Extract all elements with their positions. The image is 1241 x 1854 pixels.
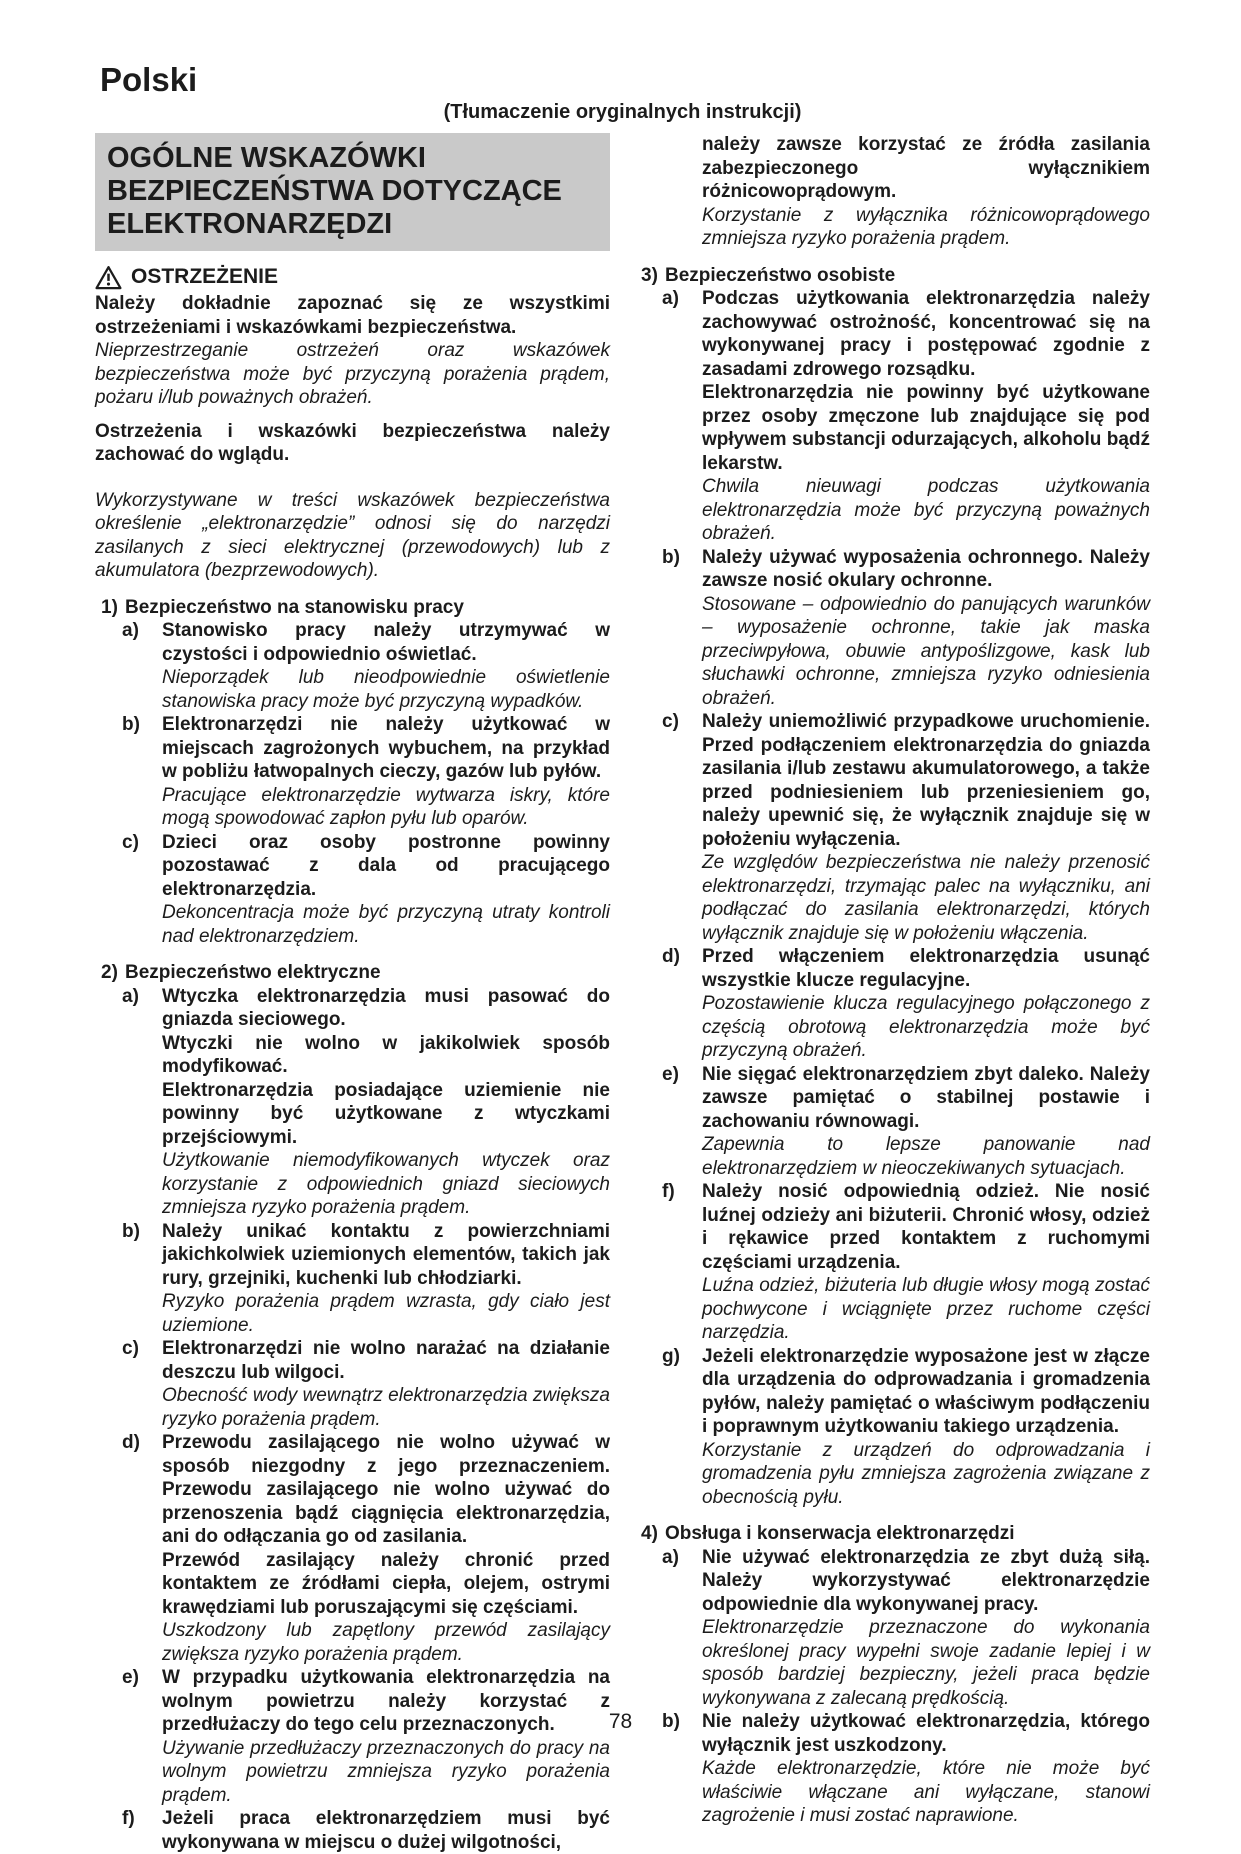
- explanation-paragraph: Użytkowanie niemodyfikowanych wtyczek oraz korzystanie z odpowiednich gniazd sieciowych zmniejsza ryzyko porażenia prądem.: [162, 1150, 610, 1218]
- explanation-paragraph: Chwila nieuwagi podczas użytkowania elektronarzędzia może być przyczyną poważnych obrażeń.: [702, 476, 1150, 544]
- section-title-line: OGÓLNE WSKAZÓWKI: [107, 142, 426, 174]
- two-column-body: [95, 133, 1150, 1854]
- section-title: Bezpieczeństwo na stanowisku pracy: [125, 596, 464, 618]
- item-letter: c): [122, 831, 139, 853]
- item-letter: b): [662, 1711, 680, 1732]
- list-item: [95, 713, 610, 831]
- right-column: [635, 133, 1150, 1854]
- list-item: [635, 1180, 1150, 1345]
- item-letter: [662, 133, 702, 251]
- section-heading: [635, 264, 1150, 288]
- list-item: [635, 1546, 1150, 1711]
- explanation-paragraph: Używanie przedłużaczy przeznaczonych do pracy na wolnym powietrzu zmniejsza ryzyko porażenia prądem.: [162, 1737, 610, 1806]
- item-text: [162, 713, 610, 831]
- item-letter: a): [662, 288, 679, 309]
- page-number: 78: [608, 1710, 633, 1733]
- item-text: [162, 1807, 610, 1854]
- list-item: [95, 1807, 610, 1854]
- item-letter: f): [662, 1181, 675, 1202]
- translation-note: (Tłumaczenie oryginalnych instrukcji): [443, 101, 802, 123]
- item-letter: e): [122, 1667, 139, 1688]
- instruction-paragraph: Elektronarzędzi nie wolno narażać na działanie deszczu lub wilgoci.: [162, 1338, 610, 1383]
- item-text: [162, 1431, 610, 1666]
- explanation-paragraph: Elektronarzędzie przeznaczone do wykonania określonej pracy wypełni swoje zadanie lepiej i w sposób bardziej bezpieczny, jeżeli praca będzie wykonywana z zalecaną prędkością.: [702, 1617, 1150, 1709]
- list-item: [635, 1063, 1150, 1181]
- instruction-paragraph: Należy dokładnie zapoznać się ze wszystkimi ostrzeżeniami i wskazówkami bezpieczeństwa.: [95, 293, 610, 338]
- explanation-paragraph: Wykorzystywane w treści wskazówek bezpieczeństwa określenie „elektronarzędzie” odnosi się do narzędzi zasilanych z sieci elektrycznej (przewodowych) lub z akumulatora (bezprzewodowych).: [95, 489, 610, 581]
- item-letter: b): [662, 546, 680, 568]
- item-letter: c): [122, 1338, 139, 1359]
- item-letter: a): [122, 985, 139, 1007]
- item-text: [702, 1345, 1150, 1510]
- item-text: [162, 1666, 610, 1807]
- explanation-paragraph: Ze względów bezpieczeństwa nie należy przenosić elektronarzędzi, trzymając palec na wyłączniku, ani podłączać do zasilania elektronarzędzi, których wyłącznik znajduje się w położeniu włączenia.: [702, 852, 1150, 944]
- instruction-paragraph: Elektronarzędzia nie powinny być użytkowane przez osoby zmęczone lub znajdujące się pod wpływem substancji odurzających, alkoholu bądź lekarstw.: [702, 382, 1150, 474]
- section-title: Obsługa i konserwacja elektronarzędzi: [665, 1523, 1015, 1544]
- instruction-paragraph: należy zawsze korzystać ze źródła zasilania zabezpieczonego wyłącznikiem różnicowoprądowym.: [702, 134, 1150, 202]
- section-number: 3): [641, 264, 658, 286]
- list-item: [635, 1345, 1150, 1510]
- section-title-box: [95, 133, 610, 251]
- list-item: [635, 710, 1150, 945]
- section-title-line: BEZPIECZEŃSTWA DOTYCZĄCE: [107, 175, 562, 207]
- instruction-paragraph: Należy używać wyposażenia ochronnego. Należy zawsze nosić okulary ochronne.: [702, 546, 1150, 591]
- list-item: [95, 985, 610, 1220]
- item-text: [162, 619, 610, 713]
- section-title: Bezpieczeństwo elektryczne: [125, 962, 381, 983]
- list-item: [95, 619, 610, 713]
- item-text: [702, 1063, 1150, 1181]
- explanation-paragraph: Pozostawienie klucza regulacyjnego połączonego z częścią obrotową elektronarzędzia może być przyczyną obrażeń.: [702, 993, 1150, 1061]
- item-letter: a): [122, 620, 139, 641]
- warning-label: OSTRZEŻENIE: [131, 265, 279, 288]
- instruction-paragraph: Elektronarzędzia posiadające uziemienie nie powinny być użytkowane z wtyczkami przejściowymi.: [162, 1079, 610, 1148]
- item-letter: b): [122, 1220, 140, 1242]
- item-text: [702, 1180, 1150, 1345]
- section-number: 1): [101, 596, 118, 618]
- explanation-paragraph: Ryzyko porażenia prądem wzrasta, gdy ciało jest uziemione.: [162, 1291, 610, 1336]
- list-item-continuation: [635, 133, 1150, 251]
- explanation-paragraph: Pracujące elektronarzędzie wytwarza iskry, które mogą spowodować zapłon pyłu lub oparów.: [162, 784, 610, 829]
- item-text: [702, 710, 1150, 945]
- section-title: Bezpieczeństwo osobiste: [665, 264, 896, 286]
- instruction-paragraph: Nie należy użytkować elektronarzędzia, którego wyłącznik jest uszkodzony.: [702, 1711, 1150, 1756]
- item-text: [702, 1546, 1150, 1711]
- list-item: [95, 1666, 610, 1807]
- item-text: [162, 1337, 610, 1431]
- explanation-paragraph: Nieporządek lub nieodpowiednie oświetlenie stanowiska pracy może być przyczyną wypadków.: [162, 667, 610, 712]
- instruction-paragraph: Dzieci oraz osoby postronne powinny pozostawać z dala od pracującego elektronarzędzia.: [162, 831, 610, 900]
- left-column: [95, 133, 610, 1854]
- instruction-paragraph: Jeżeli elektronarzędzie wyposażone jest w złącze dla urządzenia do odprowadzania i gromadzenia pyłów, należy pamiętać o właściwym podłączeniu i poprawnym użytkowaniu takiego urządzenia.: [702, 1345, 1150, 1437]
- instruction-paragraph: Należy uniemożliwić przypadkowe uruchomienie. Przed podłączeniem elektronarzędzia do gniazda zasilania i/lub zestawu akumulatorowego, a także przed podniesieniem lub przeniesieniem go, należy upewnić się, że wyłącznik znajduje się w położeniu wyłączenia.: [702, 711, 1150, 850]
- item-letter: e): [662, 1063, 679, 1085]
- instruction-paragraph: Jeżeli praca elektronarzędziem musi być wykonywana w miejscu o dużej wilgotności,: [162, 1808, 610, 1853]
- item-letter: a): [662, 1546, 679, 1568]
- item-text: [162, 985, 610, 1220]
- item-letter: b): [122, 714, 140, 735]
- explanation-paragraph: Uszkodzony lub zapętlony przewód zasilający zwiększa ryzyko porażenia prądem.: [162, 1620, 610, 1665]
- list-item: [95, 1337, 610, 1431]
- instruction-paragraph: Należy unikać kontaktu z powierzchniami jakichkolwiek uziemionych elementów, takich jak rury, grzejniki, kuchenki lub chłodziarki.: [162, 1220, 610, 1289]
- warning-heading: [95, 264, 610, 290]
- item-text: [162, 831, 610, 949]
- list-item: [635, 287, 1150, 546]
- item-text: [702, 287, 1150, 546]
- list-item: [95, 1220, 610, 1338]
- item-letter: g): [662, 1345, 680, 1367]
- instruction-paragraph: Nie używać elektronarzędzia ze zbyt dużą siłą. Należy wykorzystywać elektronarzędzie odpowiednie dla wykonywanej pracy.: [702, 1546, 1150, 1615]
- section-number: 4): [641, 1523, 658, 1544]
- instruction-paragraph: Wtyczki nie wolno w jakikolwiek sposób modyfikować.: [162, 1032, 610, 1077]
- instruction-paragraph: Elektronarzędzi nie należy użytkować w miejscach zagrożonych wybuchem, na przykład w pobliżu łatwopalnych cieczy, gazów lub pyłów.: [162, 714, 610, 782]
- instruction-paragraph: Ostrzeżenia i wskazówki bezpieczeństwa należy zachować do wglądu.: [95, 420, 610, 465]
- section-heading: [95, 596, 610, 620]
- item-letter: d): [122, 1432, 140, 1453]
- instruction-paragraph: Przed włączeniem elektronarzędzia usunąć wszystkie klucze regulacyjne.: [702, 946, 1150, 991]
- item-text: [162, 1220, 610, 1338]
- list-item: [95, 831, 610, 949]
- item-letter: c): [662, 711, 679, 732]
- instruction-paragraph: W przypadku użytkowania elektronarzędzia na wolnym powietrzu należy korzystać z przedłużaczy do tego celu przeznaczonych.: [162, 1667, 610, 1735]
- list-item: [635, 945, 1150, 1063]
- explanation-paragraph: Każde elektronarzędzie, które nie może być właściwie włączane ani wyłączane, stanowi zagrożenie i musi zostać naprawione.: [702, 1758, 1150, 1826]
- section-number: 2): [101, 962, 118, 983]
- item-letter: d): [662, 946, 680, 967]
- item-text: [702, 133, 1150, 251]
- instruction-paragraph: Przewodu zasilającego nie wolno używać w sposób niezgodny z jego przeznaczeniem. Przewodu zasilającego nie wolno używać do przenoszenia bądź ciągnięcia elektronarzędzia, ani do odłączania go od zasilania.: [162, 1432, 610, 1547]
- list-item: [635, 546, 1150, 711]
- page-language-heading: Polski: [100, 61, 198, 98]
- explanation-paragraph: Obecność wody wewnątrz elektronarzędzia zwiększa ryzyko porażenia prądem.: [162, 1385, 610, 1430]
- instruction-paragraph: Stanowisko pracy należy utrzymywać w czystości i odpowiednio oświetlać.: [162, 620, 610, 665]
- explanation-paragraph: Luźna odzież, biżuteria lub długie włosy mogą zostać pochwycone i wciągnięte przez ruchome części narzędzia.: [702, 1275, 1150, 1343]
- explanation-paragraph: Dekoncentracja może być przyczyną utraty kontroli nad elektronarzędziem.: [162, 902, 610, 947]
- instruction-paragraph: Podczas użytkowania elektronarzędzia należy zachowywać ostrożność, koncentrować się na wykonywanej pracy i postępować zgodnie z zasadami zdrowego rozsądku.: [702, 288, 1150, 380]
- instruction-paragraph: Wtyczka elektronarzędzia musi pasować do gniazda sieciowego.: [162, 985, 610, 1030]
- section-heading: [635, 1522, 1150, 1546]
- explanation-paragraph: Korzystanie z wyłącznika różnicowoprądowego zmniejsza ryzyko porażenia prądem.: [702, 204, 1150, 249]
- instruction-paragraph: Nie sięgać elektronarzędziem zbyt daleko. Należy zawsze pamiętać o stabilnej postawie i zachowaniu równowagi.: [702, 1063, 1150, 1132]
- explanation-paragraph: Nieprzestrzeganie ostrzeżeń oraz wskazówek bezpieczeństwa może być przyczyną porażenia prądem, pożaru i/lub poważnych obrażeń.: [95, 340, 610, 408]
- document-page: [0, 62, 1241, 1854]
- section-title-line: ELEKTRONARZĘDZI: [107, 208, 393, 240]
- instruction-paragraph: Należy nosić odpowiednią odzież. Nie nosić luźnej odzieży ani biżuterii. Chronić włosy, odzież i rękawice przed kontaktem z ruchomymi częściami urządzenia.: [702, 1181, 1150, 1273]
- explanation-paragraph: Stosowane – odpowiednio do panujących warunków – wyposażenie ochronne, takie jak maska przeciwpyłowa, obuwie antypoślizgowe, kask lub słuchawki ochronne, zmniejsza ryzyko odniesienia obrażeń.: [702, 593, 1150, 709]
- explanation-paragraph: Zapewnia to lepsze panowanie nad elektronarzędziem w nieoczekiwanych sytuacjach.: [702, 1134, 1150, 1179]
- item-text: [702, 546, 1150, 711]
- section-heading: [95, 961, 610, 985]
- item-letter: f): [122, 1808, 135, 1829]
- warning-triangle-icon: [95, 265, 122, 290]
- item-text: [702, 945, 1150, 1063]
- list-item: [95, 1431, 610, 1666]
- instruction-paragraph: Przewód zasilający należy chronić przed kontaktem ze źródłami ciepła, olejem, ostrymi krawędziami lub poruszającymi się częściami.: [162, 1549, 610, 1618]
- explanation-paragraph: Korzystanie z urządzeń do odprowadzania i gromadzenia pyłu zmniejsza zagrożenia związane z obecnością pyłu.: [702, 1439, 1150, 1508]
